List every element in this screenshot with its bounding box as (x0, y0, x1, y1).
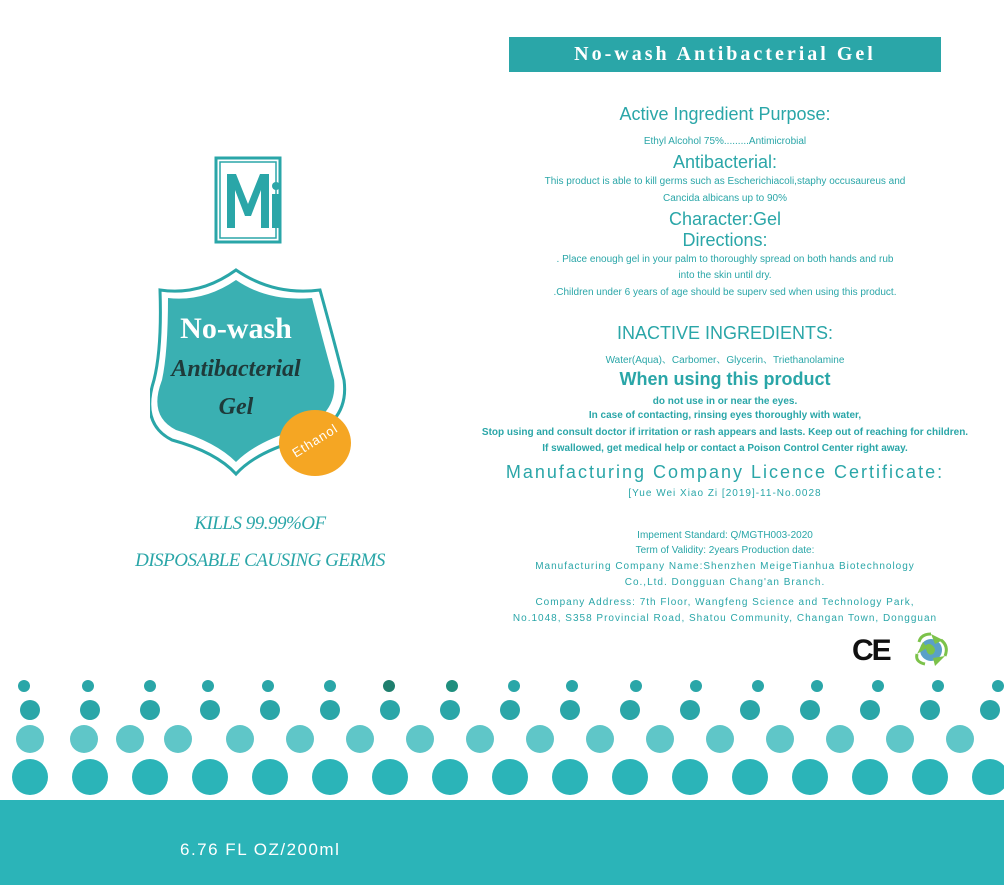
shield-title: No-wash (180, 312, 292, 345)
ethanol-badge (279, 410, 351, 476)
character-heading: Character:Gel (668, 209, 782, 229)
implement-standard: Impement Standard: Q/MGTH003-2020 (637, 530, 813, 541)
antibacterial-line-1: This product is able to kill germs such as Escherichiacoli,staphy occusaureus and (544, 176, 906, 187)
decorative-dots (0, 672, 1004, 802)
antibacterial-line-2: Cancida albicans up to 90% (663, 193, 787, 204)
inactive-ingredients-heading: INACTIVE INGREDIENTS: (616, 323, 834, 343)
inactive-ingredients-line: Water(Aqua)、Carbomer、Glycerin、Triethanolamine (605, 355, 845, 366)
when-using-line-1: do not use in or near the eyes. (652, 396, 798, 407)
term-of-validity: Term of Validity: 2years Production date: (635, 545, 815, 556)
kills-claim: KILLS 99.99%OF (194, 513, 326, 534)
ce-mark-icon: CE (852, 634, 890, 667)
m-logo-icon (214, 156, 284, 244)
when-using-heading: When using this product (619, 369, 831, 389)
shield-gel: Gel (218, 394, 254, 420)
directions-line-2: into the skin until dry. (678, 270, 772, 281)
active-ingredient-heading: Active Ingredient Purpose: (619, 104, 831, 124)
bottom-band (0, 800, 1004, 885)
germs-claim: DISPOSABLE CAUSING GERMS (135, 550, 385, 571)
licence-heading: Manufacturing Company Licence Certificate: (505, 462, 945, 482)
company-name-line-1: Manufacturing Company Name:Shenzhen MeigeTianhua Biotechnology (535, 561, 915, 572)
recycle-icon (911, 630, 951, 670)
directions-line-3: .Children under 6 years of age should be superv sed when using this product. (553, 287, 897, 298)
company-name-line-2: Co.,Ltd. Dongguan Chang'an Branch. (624, 577, 826, 588)
ethanol-label: Ethanol (289, 420, 341, 461)
antibacterial-heading: Antibacterial: (672, 152, 778, 172)
volume-label: 6.76 FL OZ/200ml (180, 840, 341, 859)
when-using-line-3: Stop using and consult doctor if irritation or rash appears and lasts. Keep out of reaching for children. (481, 427, 969, 438)
active-ingredient-line: Ethyl Alcohol 75%.........Antimicrobial (643, 136, 807, 147)
directions-line-1: . Place enough gel in your palm to thoroughly spread on both hands and rub (556, 254, 894, 265)
company-address-line-2: No.1048, S358 Provincial Road, Shatou Community, Changan Town, Dongguan (512, 613, 938, 624)
product-title-bar: No-wash Antibacterial Gel (509, 37, 941, 72)
shield-subtitle: Antibacterial (171, 356, 301, 382)
when-using-line-4: If swallowed, get medical help or contact a Poison Control Center right away. (542, 443, 908, 454)
company-address-line-1: Company Address: 7th Floor, Wangfeng Science and Technology Park, (535, 597, 915, 608)
when-using-line-2: In case of contacting, rinsing eyes thoroughly with water, (588, 410, 862, 421)
directions-heading: Directions: (682, 230, 768, 250)
licence-number: [Yue Wei Xiao Zi [2019]-11-No.0028 (628, 488, 822, 499)
